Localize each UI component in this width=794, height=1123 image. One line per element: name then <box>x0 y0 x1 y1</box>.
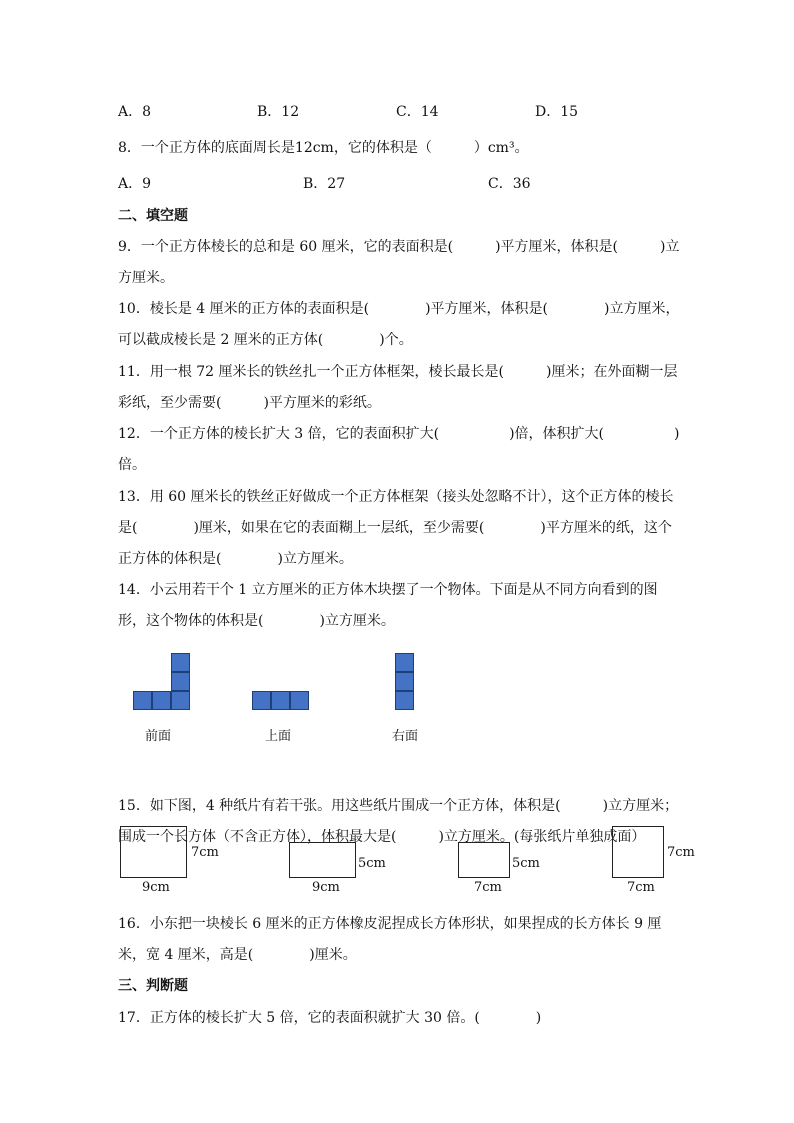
q10-line-2: 可以截成棱长是 2 厘米的正方体( )个。 <box>118 332 413 348</box>
q9-line-2: 方厘米。 <box>118 270 174 286</box>
cube <box>252 691 271 710</box>
paper-piece-9x7 <box>120 826 187 878</box>
q7-option-b: B．12 <box>257 104 300 120</box>
piece-1-width: 9cm <box>142 880 170 895</box>
q8-option-a: A．9 <box>118 176 152 192</box>
cube <box>271 691 290 710</box>
q9-line-1: 9．一个正方体棱长的总和是 60 厘米，它的表面积是( )平方厘米，体积是( )立 <box>118 239 680 255</box>
q11-line-1: 11．用一根 72 厘米长的铁丝扎一个正方体框架，棱长最长是( )厘米；在外面糊一层 <box>118 364 678 380</box>
cube <box>171 653 190 672</box>
q15-line-1: 15．如下图，4 种纸片有若干张。用这些纸片围成一个正方体，体积是( )立方厘米； <box>118 798 679 814</box>
paper-piece-7x7 <box>612 826 664 878</box>
q8-option-b: B．27 <box>303 176 346 192</box>
top-view-label: 上面 <box>265 729 292 744</box>
q16-line-2: 米，宽 4 厘米，高是( )厘米。 <box>118 947 357 963</box>
q17-line-1: 17．正方体的棱长扩大 5 倍，它的表面积就扩大 30 倍。( ) <box>118 1010 542 1026</box>
paper-piece-7x5 <box>458 842 510 878</box>
cube <box>171 672 190 691</box>
cube <box>133 691 152 710</box>
piece-1-height: 7cm <box>191 845 219 860</box>
piece-3-width: 7cm <box>474 880 502 895</box>
paper-piece-9x5 <box>289 842 356 878</box>
cube <box>395 691 414 710</box>
piece-3-height: 5cm <box>512 856 540 871</box>
q14-line-1: 14．小云用若干个 1 立方厘米的正方体木块摆了一个物体。下面是从不同方向看到的图 <box>118 582 658 598</box>
piece-2-width: 9cm <box>312 880 340 895</box>
q15-line-2: 围成一个长方体（不含正方体），体积最大是( )立方厘米。(每张纸片单独成面） <box>118 829 646 845</box>
q7-option-a: A．8 <box>118 104 152 120</box>
cube <box>395 653 414 672</box>
q7-option-c: C．14 <box>396 104 439 120</box>
cube <box>290 691 309 710</box>
piece-4-height: 7cm <box>667 845 695 860</box>
section-true-false-title: 三、判断题 <box>118 978 188 994</box>
piece-4-width: 7cm <box>627 880 655 895</box>
cube <box>171 691 190 710</box>
q11-line-2: 彩纸，至少需要( )平方厘米的彩纸。 <box>118 395 381 411</box>
q7-option-d: D．15 <box>535 104 579 120</box>
q16-line-1: 16．小东把一块棱长 6 厘米的正方体橡皮泥捏成长方体形状，如果捏成的长方体长 9 厘 <box>118 916 662 932</box>
cube <box>152 691 171 710</box>
piece-2-height: 5cm <box>358 856 386 871</box>
front-view-label: 前面 <box>145 729 172 744</box>
q13-line-1: 13．用 60 厘米长的铁丝正好做成一个正方体框架（接头处忽略不计），这个正方体的棱长 <box>118 489 674 505</box>
section-fill-in-title: 二、填空题 <box>118 208 188 224</box>
q8-text: 8．一个正方体的底面周长是12cm，它的体积是（ ）cm³。 <box>118 140 529 156</box>
q13-line-3: 正方体的体积是( )立方厘米。 <box>118 551 353 567</box>
q14-line-2: 形，这个物体的体积是( )立方厘米。 <box>118 613 395 629</box>
right-view-label: 右面 <box>392 729 419 744</box>
q13-line-2: 是( )厘米，如果在它的表面糊上一层纸，至少需要( )平方厘米的纸，这个 <box>118 520 672 536</box>
q8-option-c: C．36 <box>488 176 531 192</box>
cube <box>395 672 414 691</box>
q10-line-1: 10．棱长是 4 厘米的正方体的表面积是( )平方厘米，体积是( )立方厘米， <box>118 301 680 317</box>
q12-line-1: 12．一个正方体的棱长扩大 3 倍，它的表面积扩大( )倍，体积扩大( ) <box>118 426 680 442</box>
q12-line-2: 倍。 <box>118 457 146 473</box>
